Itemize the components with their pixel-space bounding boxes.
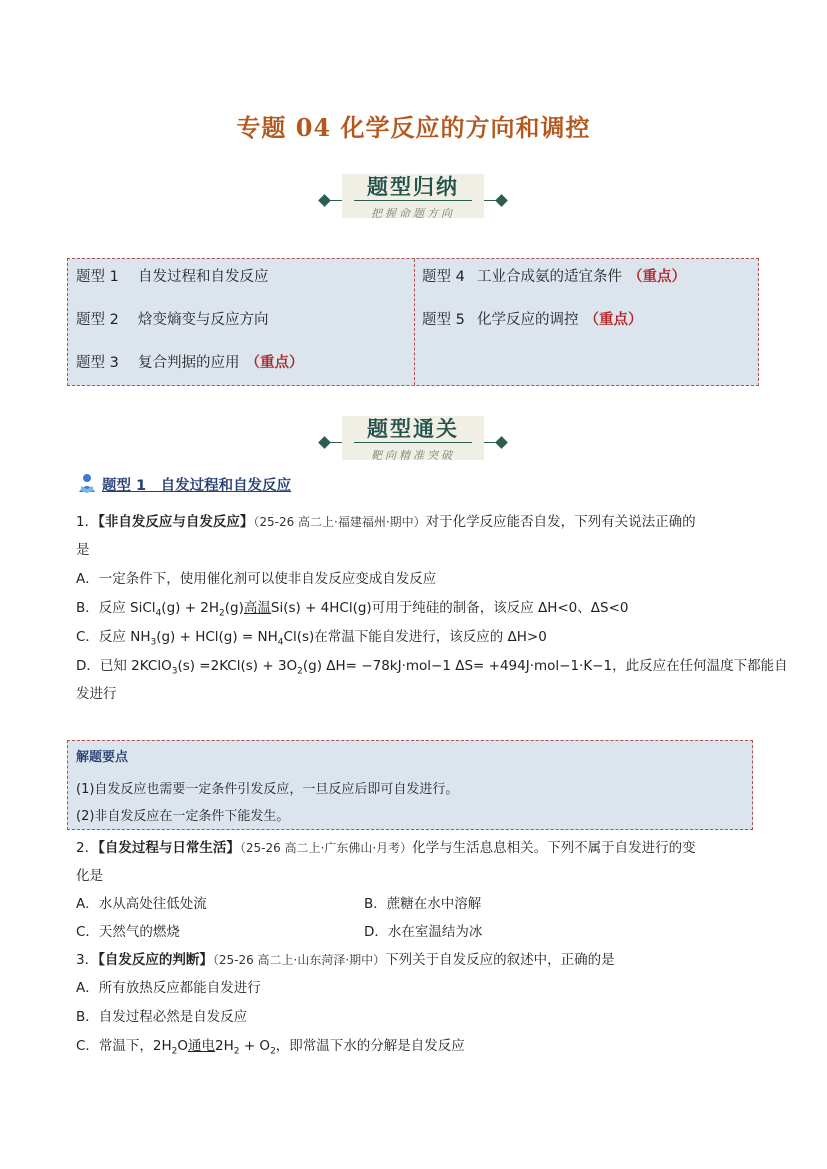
banner-subtitle: 靶向精准突破: [371, 449, 455, 462]
banner-title: 题型归纳: [367, 175, 459, 199]
section-heading: 题型 1 自发过程和自发反应: [102, 478, 292, 494]
banner-subtitle: 把握命题方向: [371, 207, 455, 220]
solution-tips-box: [67, 740, 753, 830]
question-2-stem: 2．【自发过程与日常生活】（25-26 高二上·广东佛山·月考）化学与生活息息相关。下列不属于自发进行的变: [76, 840, 696, 856]
question-3-stem: 3．【自发反应的判断】（25-26 高二上·山东菏泽·期中）下列关于自发反应的叙述中，正确的是: [76, 952, 615, 968]
option-b[interactable]: B．蔗糖在水中溶解: [364, 896, 482, 912]
option-a[interactable]: A．水从高处往低处流: [76, 896, 207, 912]
reaction-condition: 高温: [243, 600, 271, 616]
question-tag: 【自发反应的判断】: [98, 952, 213, 968]
section-banner-summary: [318, 172, 508, 222]
question-1-stem-cont: 是: [76, 542, 90, 558]
topic-index-box: [67, 258, 759, 386]
question-source: （25-26 高二上·福建福州·期中）: [253, 515, 426, 529]
diamond-icon: [318, 194, 331, 207]
option-d-cont: 发进行: [76, 686, 117, 702]
question-tag: 【自发过程与日常生活】: [98, 840, 240, 856]
diamond-icon: [495, 194, 508, 207]
toc-item[interactable]: 题型 2 焓变熵变与反应方向: [76, 312, 269, 328]
tips-heading: 解题要点: [76, 750, 129, 765]
option-c[interactable]: C．反应 $NH_3(g) + HCl(g) = NH_4Cl(s)$在常温下能自发进行，该反应的 ΔH>0: [76, 629, 547, 648]
toc-item[interactable]: 题型 5 化学反应的调控 （重点）: [422, 312, 643, 328]
question-tag: 【非自发反应与自发反应】: [98, 514, 254, 530]
option-c[interactable]: C．常温下，$2H_2O$通电$2H_2 + O_2$，即常温下水的分解是自发反应: [76, 1034, 465, 1057]
banner-title: 题型通关: [367, 417, 459, 441]
option-c[interactable]: C．天然气的燃烧: [76, 924, 180, 940]
toc-item[interactable]: 题型 4 工业合成氨的适宜条件 （重点）: [422, 269, 686, 285]
tips-line: (1)自发反应也需要一定条件引发反应，一旦反应后即可自发进行。: [76, 782, 459, 797]
key-badge: （重点）: [584, 312, 643, 328]
question-1-stem: 1．【非自发反应与自发反应】（25-26 高二上·福建福州·期中）对于化学反应能否自发，下列有关说法正确的: [76, 514, 696, 530]
question-source: （25-26 高二上·山东菏泽·期中）: [212, 953, 386, 967]
option-a[interactable]: A．所有放热反应都能自发进行: [76, 980, 261, 996]
reader-icon: [76, 472, 98, 494]
diamond-icon: [495, 436, 508, 449]
key-badge: （重点）: [245, 355, 304, 371]
option-b[interactable]: B．反应 SiCl$_4$(g) + $2H_2(g)$高温Si(s) + 4HCl(g)可用于纯硅的制备，该反应 ΔH<0、ΔS<0: [76, 596, 628, 619]
reaction-condition: 通电: [188, 1038, 216, 1054]
toc-item[interactable]: 题型 1 自发过程和自发反应: [76, 269, 269, 285]
option-b[interactable]: B．自发过程必然是自发反应: [76, 1009, 248, 1025]
option-d[interactable]: D．已知 2KClO$_3$(s) $=2KCl(s) + 3O_2(g)$ ΔH= −78kJ·mol−1 ΔS= +494J·mol−1·K−1，此反应在任何温度下都能自: [76, 658, 788, 677]
question-source: （25-26 高二上·广东佛山·月考）: [239, 841, 413, 855]
toc-item[interactable]: 题型 3 复合判据的应用 （重点）: [76, 355, 304, 371]
section-banner-practice: [318, 414, 508, 464]
diamond-icon: [318, 436, 331, 449]
option-d[interactable]: D．水在室温结为冰: [364, 924, 483, 940]
tips-line: (2)非自发反应在一定条件下能发生。: [76, 809, 290, 824]
page-title: 专题 04 化学反应的方向和调控: [236, 113, 591, 142]
key-badge: （重点）: [628, 269, 686, 285]
option-a[interactable]: A．一定条件下，使用催化剂可以使非自发反应变成自发反应: [76, 571, 437, 587]
question-2-stem-cont: 化是: [76, 868, 103, 884]
